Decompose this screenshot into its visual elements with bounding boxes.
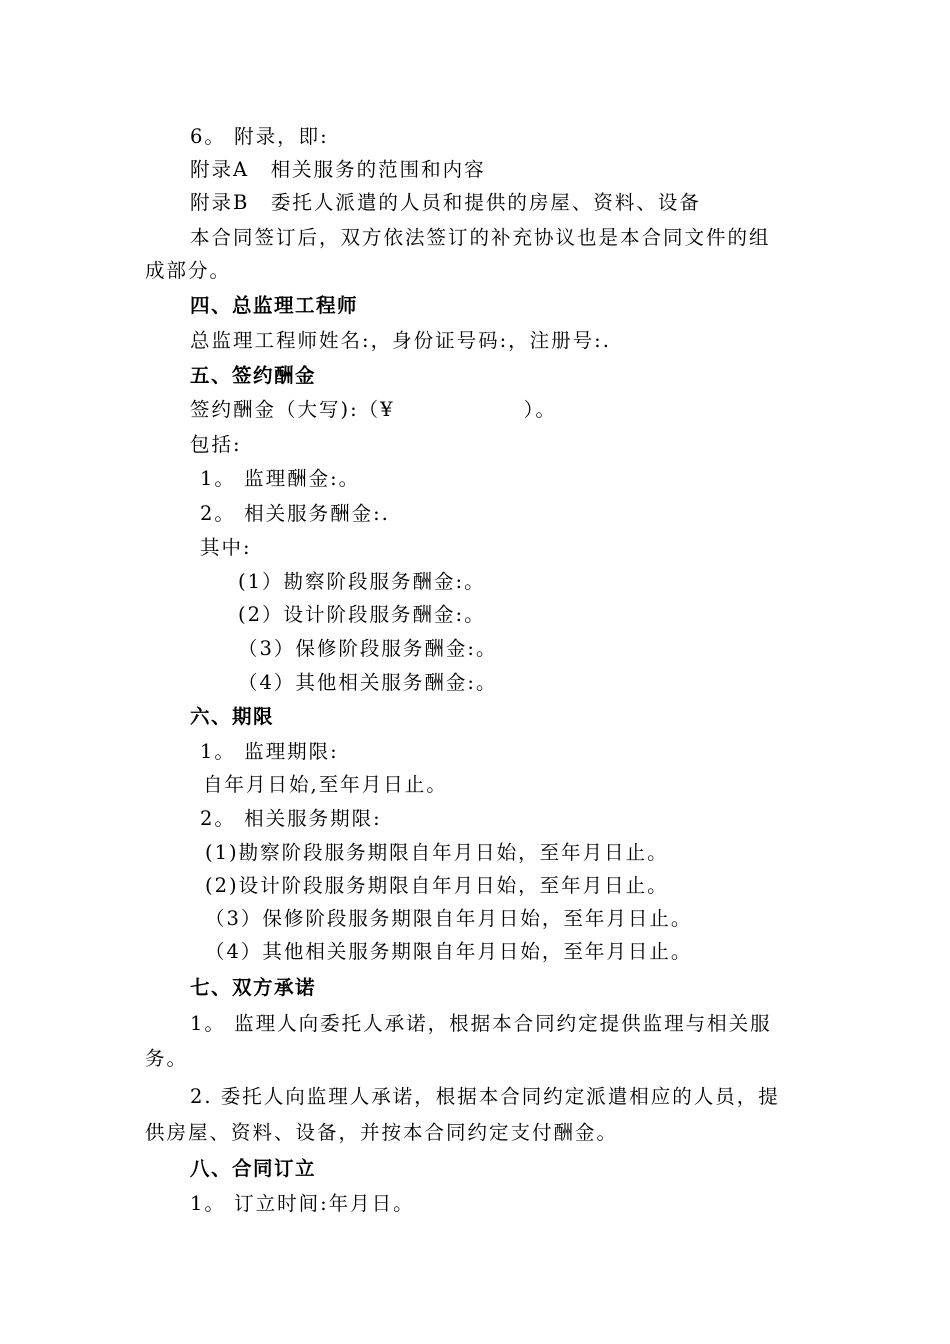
supplement-paragraph-line-1: 本合同签订后，双方依法签订的补充协议也是本合同文件的组	[190, 226, 771, 249]
remuneration-amount: 签约酬金（大写):（¥ ）。	[190, 398, 557, 421]
design-remuneration: (2）设计阶段服务酬金:。	[238, 603, 486, 626]
client-commitment-line-2: 供房屋、资料、设备，并按本合同约定支付酬金。	[145, 1121, 619, 1144]
supervision-term-dates: 自年月日始,至年月日止。	[203, 773, 448, 796]
appendix-b: 附录B 委托人派遣的人员和提供的房屋、资料、设备	[190, 191, 701, 214]
among-which: 其中:	[200, 536, 252, 559]
section-heading-contract-signing: 八、合同订立	[190, 1157, 317, 1180]
supplement-paragraph-line-2: 成部分。	[145, 259, 232, 282]
design-term: (2)设计阶段服务期限自年月日始，至年月日止。	[205, 874, 669, 897]
section-heading-commitments: 七、双方承诺	[190, 976, 317, 999]
survey-remuneration: (1）勘察阶段服务酬金:。	[238, 570, 486, 593]
warranty-term: （3）保修阶段服务期限自年月日始，至年月日止。	[205, 907, 693, 930]
remuneration-includes: 包括:	[190, 433, 242, 456]
survey-term: (1)勘察阶段服务期限自年月日始，至年月日止。	[205, 841, 669, 864]
related-service-term: 2。 相关服务期限:	[200, 807, 382, 830]
other-service-remuneration: （4）其他相关服务酬金:。	[238, 671, 498, 694]
supervision-remuneration: 1。 监理酬金:。	[200, 467, 361, 490]
client-commitment-line-1: 2. 委托人向监理人承诺，根据本合同约定派遣相应的人员，提	[190, 1085, 780, 1108]
other-service-term: （4）其他相关服务期限自年月日始，至年月日止。	[205, 940, 693, 963]
appendix-a: 附录A 相关服务的范围和内容	[190, 158, 486, 181]
supervisor-commitment-line-2: 务。	[145, 1047, 189, 1070]
related-service-remuneration: 2。 相关服务酬金:.	[200, 502, 390, 525]
chief-engineer-info: 总监理工程师姓名:，身份证号码:，注册号:.	[190, 329, 611, 352]
section-heading-remuneration: 五、签约酬金	[190, 364, 317, 387]
section-heading-term: 六、期限	[190, 705, 275, 728]
supervision-term: 1。 监理期限:	[200, 740, 339, 763]
section-heading-chief-engineer: 四、总监理工程师	[190, 294, 359, 317]
warranty-remuneration: （3）保修阶段服务酬金:。	[238, 637, 498, 660]
signing-time: 1。 订立时间:年月日。	[190, 1192, 415, 1215]
supervisor-commitment-line-1: 1。 监理人向委托人承诺，根据本合同约定提供监理与相关服	[190, 1012, 772, 1035]
appendix-intro: 6。 附录，即:	[190, 125, 329, 148]
